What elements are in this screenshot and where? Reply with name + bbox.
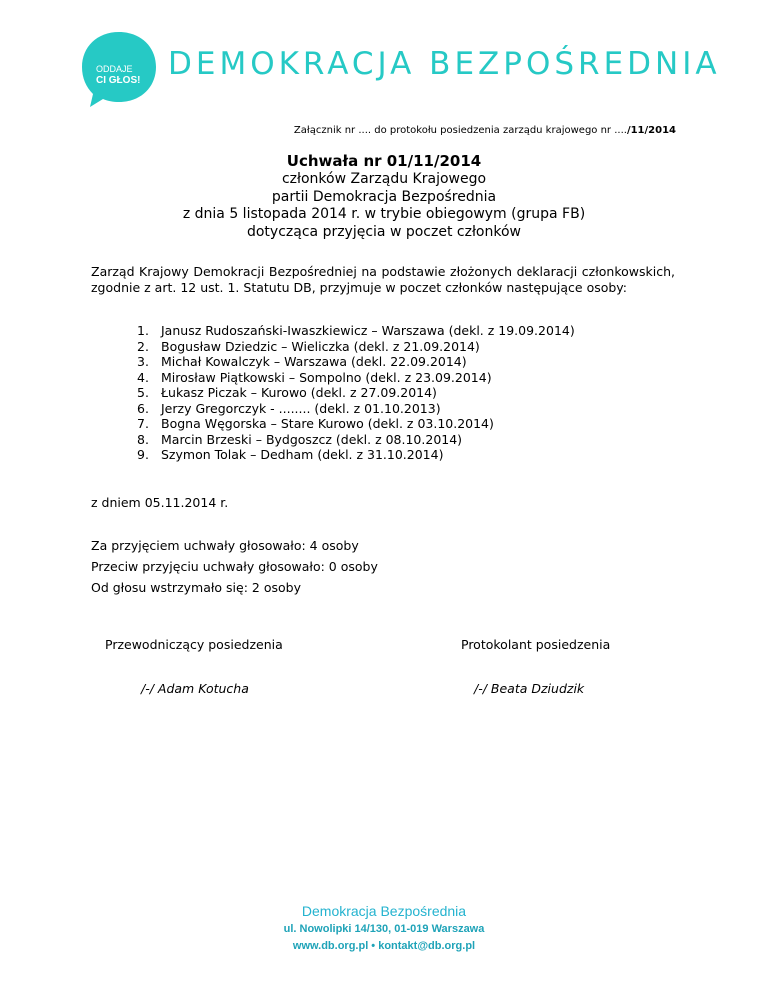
list-number: 4. bbox=[137, 369, 149, 385]
list-item bbox=[139, 385, 575, 401]
list-item bbox=[139, 401, 575, 417]
attachment-note bbox=[294, 125, 676, 136]
list-number: 6. bbox=[137, 400, 149, 416]
list-text: Bogna Węgorska – Stare Kurowo (dekl. z 03.10.2014) bbox=[161, 416, 494, 431]
list-item bbox=[139, 416, 575, 432]
list-number: 7. bbox=[137, 416, 149, 431]
list-item bbox=[139, 354, 575, 370]
intro-paragraph: Zarząd Krajowy Demokracji Bezpośredniej na podstawie złożonych deklaracji członkowskich, zgodnie z art. 12 ust. 1. Statutu DB, przyjmuje w poczet członków następujące osoby: bbox=[91, 264, 675, 295]
list-text: Łukasz Piczak – Kurowo (dekl. z 27.09.2014) bbox=[161, 385, 437, 400]
votes-for: Za przyjęciem uchwały głosowało: 4 osoby bbox=[91, 538, 359, 553]
list-number: 2. bbox=[137, 338, 149, 354]
secretary-signature: /-/ Beata Dziudzik bbox=[474, 681, 585, 696]
list-item bbox=[139, 323, 575, 339]
list-text: Bogusław Dziedzic – Wieliczka (dekl. z 21.09.2014) bbox=[161, 338, 480, 354]
list-number: 1. bbox=[137, 323, 149, 338]
votes-abstain: Od głosu wstrzymało się: 2 osoby bbox=[91, 580, 301, 595]
secretary-title: Protokolant posiedzenia bbox=[461, 637, 611, 652]
list-text: Szymon Tolak – Dedham (dekl. z 31.10.2014) bbox=[161, 447, 444, 462]
resolution-title-block bbox=[0, 152, 768, 241]
logo-text-line2: CI GŁOS! bbox=[96, 75, 141, 86]
footer-address: ul. Nowolipki 14/130, 01-019 Warszawa bbox=[283, 923, 485, 935]
members-list bbox=[139, 323, 575, 463]
list-text: Mirosław Piątkowski – Sompolno (dekl. z 23.09.2014) bbox=[161, 369, 492, 385]
title-line: partii Demokracja Bezpośrednia bbox=[271, 188, 497, 205]
list-text: Janusz Rudoszański-Iwaszkiewicz – Warszawa (dekl. z 19.09.2014) bbox=[161, 323, 575, 338]
votes-against: Przeciw przyjęciu uchwały głosowało: 0 osoby bbox=[91, 559, 378, 574]
title-line: z dnia 5 listopada 2014 r. w trybie obiegowym (grupa FB) bbox=[182, 206, 586, 222]
list-number: 5. bbox=[137, 385, 149, 400]
title-line: dotycząca przyjęcia w poczet członków bbox=[246, 223, 521, 240]
logo bbox=[78, 28, 160, 110]
list-text: Jerzy Gregorczyk - ........ (dekl. z 01.10.2013) bbox=[161, 400, 441, 416]
list-number: 9. bbox=[137, 447, 149, 462]
attachment-prefix: Załącznik nr .... do protokołu posiedzenia zarządu krajowego nr .... bbox=[293, 125, 627, 136]
title-line: członków Zarządu Krajowego bbox=[281, 171, 487, 187]
list-text: Michał Kowalczyk – Warszawa (dekl. 22.09.2014) bbox=[161, 354, 467, 369]
list-text: Marcin Brzeski – Bydgoszcz (dekl. z 08.10.2014) bbox=[161, 431, 463, 447]
list-number: 3. bbox=[137, 354, 149, 369]
chair-title: Przewodniczący posiedzenia bbox=[105, 637, 283, 652]
chair-signature: /-/ Adam Kotucha bbox=[141, 681, 249, 696]
brand-title: DEMOKRACJA BEZPOŚREDNIA bbox=[168, 46, 721, 82]
list-number: 8. bbox=[137, 431, 149, 447]
footer-contact: www.db.org.pl • kontakt@db.org.pl bbox=[292, 940, 476, 952]
list-item bbox=[139, 339, 575, 355]
effective-date: z dniem 05.11.2014 r. bbox=[91, 495, 229, 510]
resolution-heading: Uchwała nr 01/11/2014 bbox=[286, 152, 482, 170]
list-item bbox=[139, 370, 575, 386]
attachment-suffix: /11/2014 bbox=[626, 125, 676, 136]
footer-org: Demokracja Bezpośrednia bbox=[301, 903, 467, 919]
list-item bbox=[139, 432, 575, 448]
list-item bbox=[139, 447, 575, 463]
logo-text-line1: ODDAJE bbox=[96, 64, 133, 74]
